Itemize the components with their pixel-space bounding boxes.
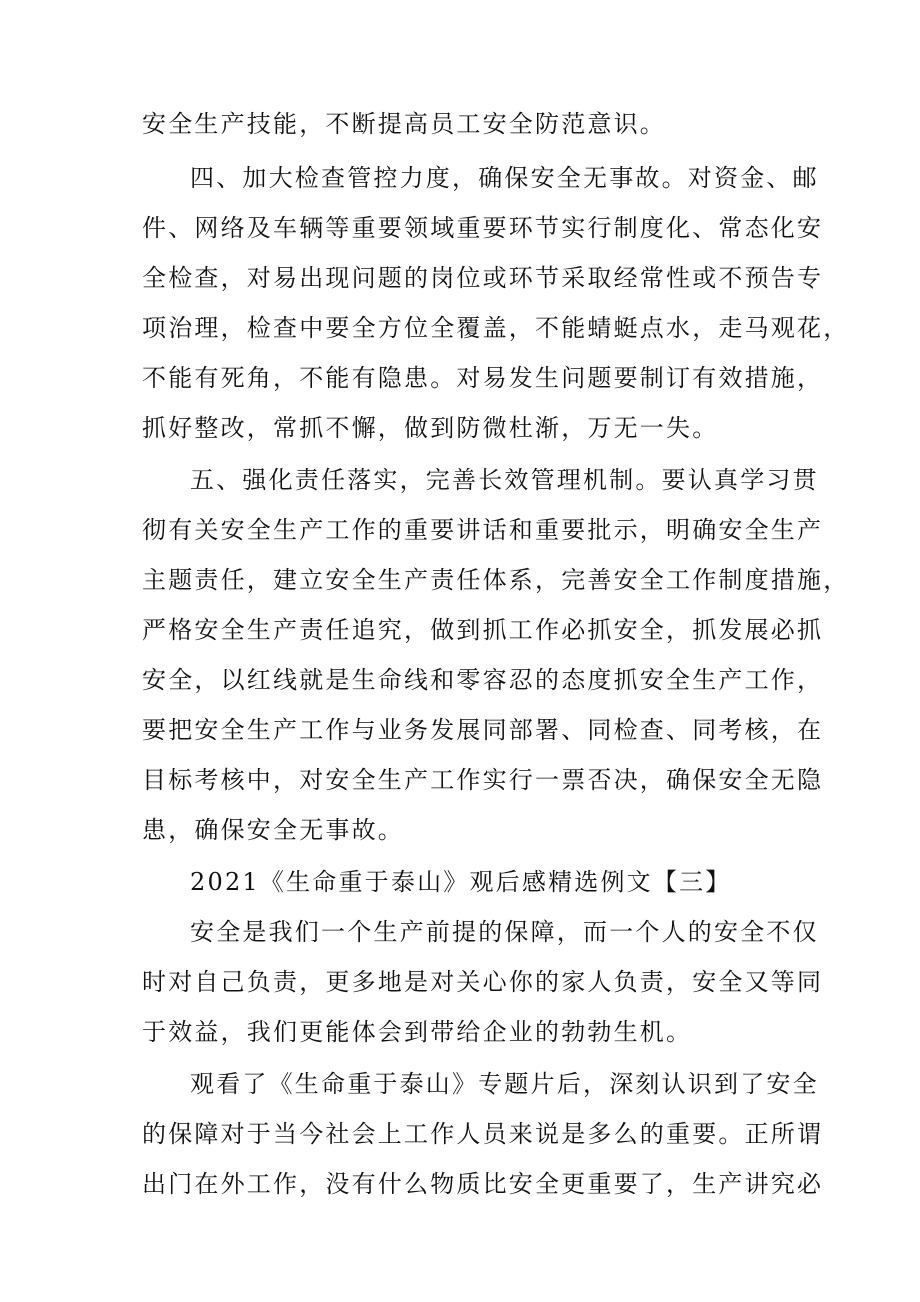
text-line: 于效益，我们更能体会到带给企业的勃勃生机。	[142, 1018, 693, 1046]
text-line: 患，确保安全无事故。	[142, 816, 404, 844]
text-line: 要把安全生产工作与业务发展同部署、同检查、同考核，在	[142, 716, 824, 744]
section-heading: 2021《生命重于泰山》观后感精选例文【三】	[190, 868, 732, 896]
paragraph-5-start: 五、强化责任落实，完善长效管理机制。要认真学习贯	[190, 466, 819, 494]
paragraph-start: 观看了《生命重于泰山》专题片后，深刻认识到了安全	[190, 1070, 819, 1098]
text-line: 出门在外工作，没有什么物质比安全更重要了，生产讲究必	[142, 1170, 824, 1198]
text-line: 件、网络及车辆等重要领域重要环节实行制度化、常态化安	[142, 214, 824, 242]
text-line: 安全生产技能，不断提高员工安全防范意识。	[142, 110, 666, 138]
text-line: 安全，以红线就是生命线和零容忍的态度抓安全生产工作，	[142, 666, 824, 694]
text-line: 彻有关安全生产工作的重要讲话和重要批示，明确安全生产	[142, 516, 824, 544]
text-line: 严格安全生产责任追究，做到抓工作必抓安全，抓发展必抓	[142, 616, 824, 644]
paragraph-4-start: 四、加大检查管控力度，确保安全无事故。对资金、邮	[190, 164, 819, 192]
text-line: 全检查，对易出现问题的岗位或环节采取经常性或不预告专	[142, 264, 824, 292]
paragraph-start: 安全是我们一个生产前提的保障，而一个人的安全不仅	[190, 918, 819, 946]
text-line: 主题责任，建立安全生产责任体系，完善安全工作制度措施，	[142, 566, 850, 594]
text-line: 项治理，检查中要全方位全覆盖，不能蜻蜓点水，走马观花，	[142, 314, 850, 342]
text-line: 的保障对于当今社会上工作人员来说是多么的重要。正所谓	[142, 1120, 824, 1148]
text-line: 目标考核中，对安全生产工作实行一票否决，确保安全无隐	[142, 766, 824, 794]
text-line: 不能有死角，不能有隐患。对易发生问题要制订有效措施，	[142, 364, 824, 392]
text-line: 抓好整改，常抓不懈，做到防微杜渐，万无一失。	[142, 414, 719, 442]
text-line: 时对自己负责，更多地是对关心你的家人负责，安全又等同	[142, 968, 824, 996]
